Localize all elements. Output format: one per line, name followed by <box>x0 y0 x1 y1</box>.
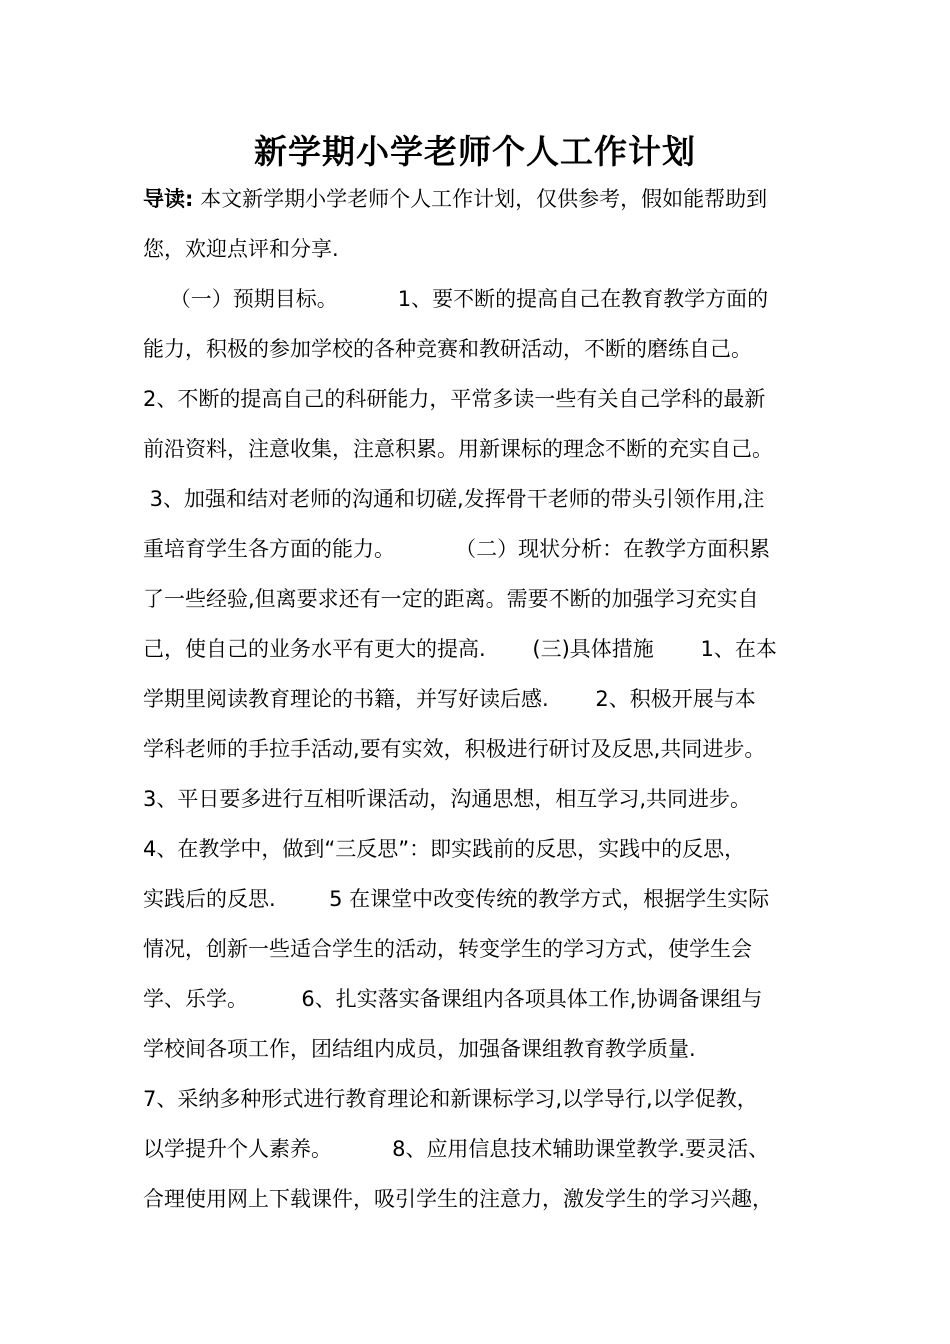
body-line: 学校间各项工作，团结组内成员，加强备课组教育教学质量. <box>143 1037 696 1061</box>
body-line: 4、在教学中，做到“三反思”：即实践前的反思，实践中的反思， <box>143 837 746 861</box>
body-line: 3、加强和结对老师的沟通和切磋,发挥骨干老师的带头引领作用,注 <box>143 487 765 511</box>
body-line: （一）预期目标。 1、要不断的提高自己在教育教学方面的 <box>143 287 769 311</box>
body-line: 能力，积极的参加学校的各种竞赛和教研活动，不断的磨练自己。 <box>143 337 752 361</box>
intro-line <box>143 184 767 214</box>
body-line: 了一些经验,但离要求还有一定的距离。需要不断的加强学习充实自 <box>143 587 759 611</box>
body-line: 学科老师的手拉手活动,要有实效，积极进行研讨及反思,共同进步。 <box>143 737 766 761</box>
body-line: 前沿资料，注意收集，注意积累。用新课标的理念不断的充实自己。 <box>143 437 773 461</box>
body-line: 重培育学生各方面的能力。 （二）现状分析：在教学方面积累 <box>143 537 771 561</box>
body-line: 学期里阅读教育理论的书籍，并写好读后感. 2、积极开展与本 <box>143 687 756 711</box>
document-title: 新学期小学老师个人工作计划 <box>254 132 696 171</box>
body-line: 7、采纳多种形式进行教育理论和新课标学习,以学导行,以学促教， <box>143 1087 758 1111</box>
body-line: 情况，创新一些适合学生的活动，转变学生的学习方式，使学生会 <box>143 937 752 961</box>
intro-text: 本文新学期小学老师个人工作计划，仅供参考，假如能帮助到 <box>193 187 768 211</box>
intro-label: 导读: <box>143 187 194 211</box>
body-line: 己，使自己的业务水平有更大的提高. (三)具体措施 1、在本 <box>143 637 777 661</box>
body-line: 学、乐学。 6、扎实落实备课组内各项具体工作,协调备课组与 <box>143 987 763 1011</box>
body-line: 实践后的反思. 5 在课堂中改变传统的教学方式，根据学生实际 <box>143 887 770 911</box>
body-line: 3、平日要多进行互相听课活动，沟通思想，相互学习,共同进步。 <box>143 787 752 811</box>
body-line: 合理使用网上下载课件，吸引学生的注意力，激发学生的学习兴趣， <box>143 1187 773 1211</box>
body-line: 您，欢迎点评和分享. <box>143 237 339 261</box>
body-line: 2、不断的提高自己的科研能力，平常多读一些有关自己学科的最新 <box>143 387 766 411</box>
body-line: 以学提升个人素养。 8、应用信息技术辅助课堂教学.要灵活、 <box>143 1137 770 1161</box>
